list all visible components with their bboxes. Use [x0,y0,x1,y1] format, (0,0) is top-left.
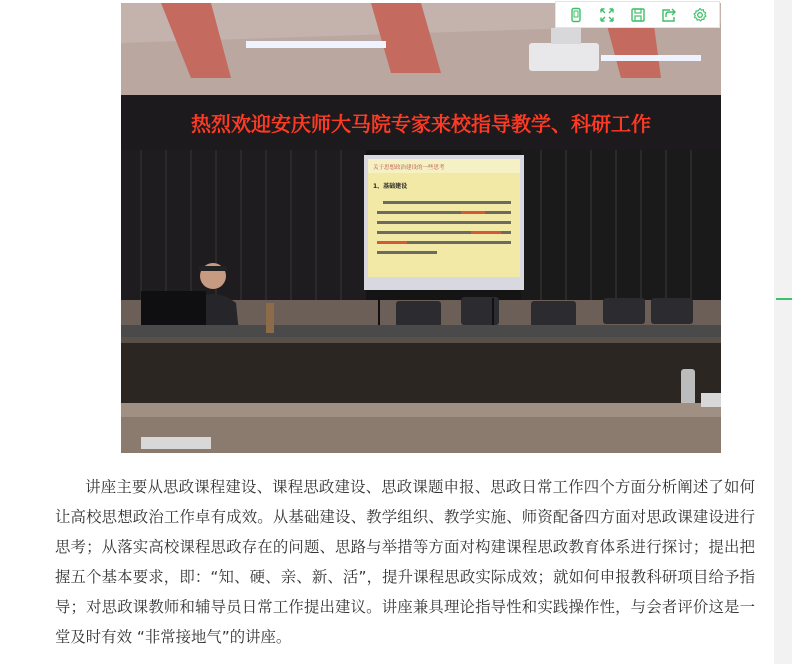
settings-icon [692,7,708,23]
share-icon [661,7,677,23]
led-banner-text: 热烈欢迎安庆师大马院专家来校指导教学、科研工作 [191,112,651,136]
slide-heading: 1、基础建设 [373,183,408,190]
article-photo [121,3,721,453]
article-paragraph [55,472,755,652]
save-icon [630,7,646,23]
save-button[interactable] [627,4,649,26]
share-button[interactable] [658,4,680,26]
settings-button[interactable] [689,4,711,26]
phone-view-icon [568,7,584,23]
image-toolbar [555,1,720,28]
article-text: 讲座主要从思政课程建设、课程思政建设、思政课题申报、思政日常工作四个方面分析阐述了如何让高校思想政治工作卓有成效。从基础建设、教学组织、教学实施、师资配备四方面对思政课建设进行思考；从落实高校课程思政存在的问题、思路与举措等方面对构建课程思政教育体系进行探讨；提出把握五个基本要求，即：“知、硬、亲、新、活”，提升课程思政实际成效；就如何申报教科研项目给予指导；对思政课教师和辅导员日常工作提出建议。讲座兼具理论指导性和实践操作性，与会者评价这是一堂及时有效 “非常接地气”的讲座。 [55,478,755,646]
fullscreen-icon [599,7,615,23]
slide-title: 关于思想政治建设的一些思考 [373,165,445,171]
fullscreen-button[interactable] [596,4,618,26]
right-scroll-rail[interactable] [774,0,792,664]
rail-indicator [776,298,792,300]
phone-view-button[interactable] [565,4,587,26]
